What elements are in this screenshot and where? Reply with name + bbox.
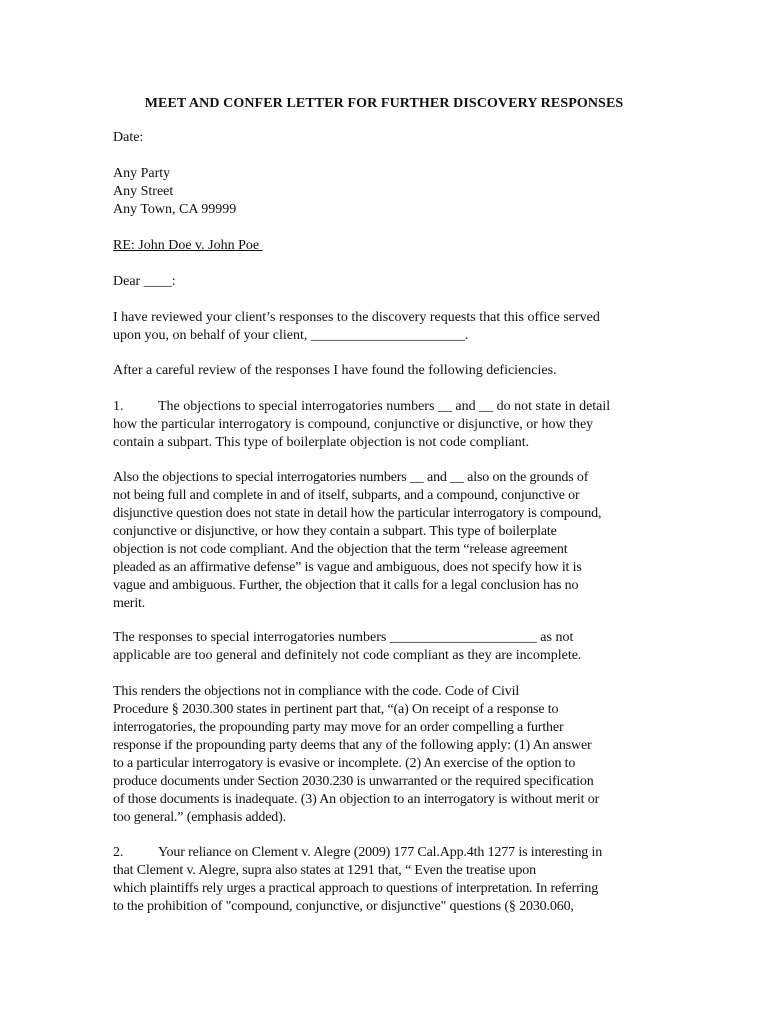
address-line: Any Party [113,166,171,181]
date-label: Date: [113,130,144,145]
item-number: 1. [113,399,124,414]
item-1: 1. The objections to special interrogatories numbers __ and __ do not state in detail how the particular interrogatory is compound, conjunctive or disjunctive, or how they contain a subpart. This type of boilerplate objection is not code compliant. [113,399,611,450]
re-line [113,237,658,255]
letter-title: MEET AND CONFER LETTER FOR FURTHER DISCOVERY RESPONSES [144,96,624,111]
salutation: Dear ____: [113,274,176,289]
paragraph-deficiencies: After a careful review of the responses I have found the following deficiencies. [113,363,557,378]
paragraph-review: I have reviewed your client’s responses to the discovery requests that this office served upon you, on behalf of your client, ______________________. [113,310,600,343]
paragraph-objections: Also the objections to special interrogatories numbers __ and __ also on the grounds of not being full and complete in and of itself, subparts, and a compound, conjunctive or disjunctive question does not state in detail how the particular interrogatory is compound, conjunctive or disjunctive, or how they contain a subpart. This type of boilerplate objection is not code compliant. And the objection that the term “release agreement pleaded as an affirmative defense” is vague and ambiguous, does not specify how it is vague and ambiguous. Further, the objection that it calls for a legal conclusion has no merit. [113,470,602,611]
paragraph-code: This renders the objections not in compliance with the code. Code of Civil Procedure § 2030.300 states in pertinent part that, “(a) On receipt of a response to interrogatories, the propounding party may move for an order compelling a further response if the propounding party deems that any of the following apply: (1) An answer to a particular interrogatory is evasive or incomplete. (2) An exercise of the option to produce documents under Section 2030.230 is unwarranted or the required specification of those documents is inadequate. (3) An objection to an interrogatory is without merit or too general.” (emphasis added). [113,684,600,825]
item-number: 2. [113,845,124,860]
address-line: Any Street [113,184,174,199]
paragraph-responses: The responses to special interrogatories numbers _____________________ as not applicable are too general and definitely not code compliant as they are incomplete. [113,630,582,663]
case-reference: RE: John Doe v. John Poe [113,238,263,253]
recipient-address [113,165,658,219]
item-2: 2. Your reliance on Clement v. Alegre (2009) 177 Cal.App.4th 1277 is interesting in that Clement v. Alegre, supra also states at 1291 that, “ Even the treatise upon which plaintiffs rely urges a practical approach to questions of interpretation. In referring to the prohibition of "compound, conjunctive, or disjunctive" questions (§ 2030.060, [113,845,603,914]
address-line: Any Town, CA 99999 [113,202,237,217]
